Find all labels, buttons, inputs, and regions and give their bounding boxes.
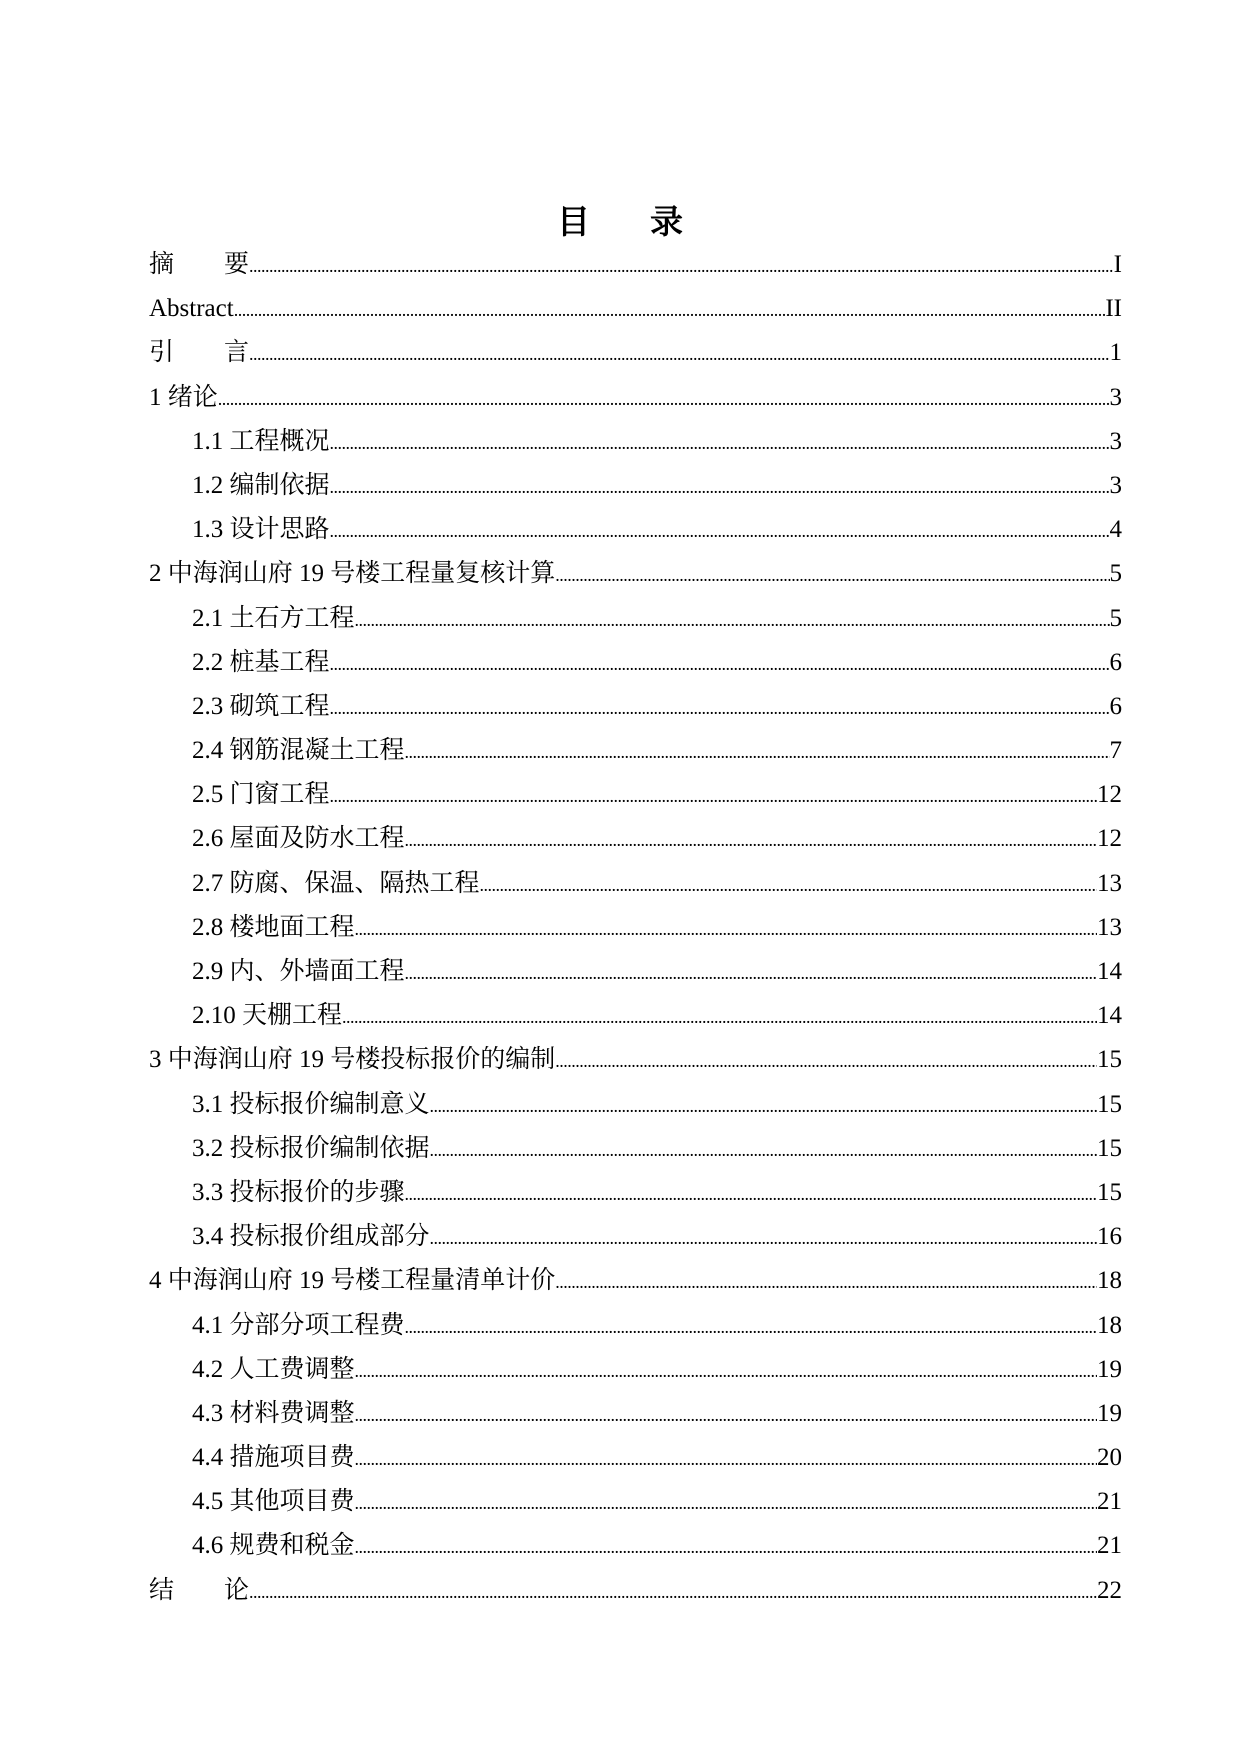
toc-entry-label: 1.2 编制依据 (192, 471, 330, 499)
toc-entry[interactable] (149, 1436, 1122, 1480)
toc-entry-label: 1.1 工程概况 (192, 427, 330, 455)
toc-entry-label: 2.9 内、外墙面工程 (192, 958, 405, 985)
toc-entry-page: 3 (1109, 383, 1122, 411)
toc-entry[interactable] (149, 773, 1122, 817)
dot-leader (405, 730, 1110, 773)
dot-leader (218, 377, 1110, 420)
title-char: 录 (650, 202, 683, 241)
toc-entry[interactable] (149, 552, 1122, 596)
toc-entry-page: 6 (1109, 692, 1122, 720)
toc-entry-label: 2.2 桩基工程 (192, 648, 330, 676)
dot-leader (342, 995, 1097, 1038)
toc-entry-page: 20 (1097, 1444, 1122, 1472)
dot-leader (355, 1437, 1097, 1480)
dot-leader (249, 244, 1114, 287)
dot-leader (555, 1260, 1097, 1303)
toc-entry-label: 3.1 投标报价编制意义 (192, 1090, 430, 1118)
toc-entry-page: 13 (1097, 869, 1122, 897)
toc-entry-label: 3.3 投标报价的步骤 (192, 1178, 405, 1206)
toc-entry-label: 2.5 门窗工程 (192, 781, 330, 809)
toc-entry-page: 4 (1109, 516, 1122, 544)
page-title (0, 196, 1240, 243)
toc-entry-label: 2.7 防腐、保温、隔热工程 (192, 869, 480, 897)
toc-entry-label: 4.1 分部分项工程费 (192, 1311, 405, 1339)
dot-leader (555, 553, 1109, 596)
dot-leader (355, 1525, 1097, 1568)
toc-entry-label: 1.3 设计思路 (192, 516, 330, 544)
toc-entry-label: 摘 要 (149, 251, 250, 278)
toc-entry-page: 18 (1097, 1267, 1122, 1295)
toc-entry[interactable] (149, 1304, 1122, 1348)
toc-entry-page: 6 (1109, 648, 1122, 676)
toc-entry-label: 2.3 砌筑工程 (192, 692, 330, 720)
toc-entry-label: 引 言 (149, 339, 250, 367)
toc-entry[interactable] (149, 508, 1122, 552)
dot-leader (330, 686, 1110, 729)
toc-entry[interactable] (149, 685, 1122, 729)
toc-entry-page: 15 (1097, 1046, 1122, 1074)
toc-entry[interactable] (149, 420, 1122, 464)
toc-entry-label: 4.5 其他项目费 (192, 1488, 355, 1516)
toc-entry-label: 4.2 人工费调整 (192, 1355, 355, 1383)
toc-entry-page: 3 (1109, 471, 1122, 499)
toc-entry-label: 2.8 楼地面工程 (192, 913, 355, 941)
toc-entry[interactable] (149, 862, 1122, 906)
toc-entry-page: 7 (1109, 737, 1122, 765)
toc-entry[interactable] (149, 1038, 1122, 1082)
dot-leader (355, 1481, 1097, 1524)
toc-entry-page: 5 (1109, 560, 1122, 588)
dot-leader (355, 1349, 1097, 1392)
toc-entry-label: 1 绪论 (149, 383, 218, 411)
toc-entry-page: 19 (1097, 1399, 1122, 1427)
toc-entry-label: 2.1 土石方工程 (192, 604, 355, 632)
toc-entry[interactable] (149, 287, 1122, 331)
toc-entry[interactable] (149, 1259, 1122, 1303)
toc-entry-page: 19 (1097, 1355, 1122, 1383)
toc-entry-page: 3 (1109, 427, 1122, 455)
dot-leader (430, 1084, 1097, 1127)
title-char: 目 (557, 202, 590, 241)
toc-entry[interactable] (149, 243, 1122, 287)
toc-entry[interactable] (149, 1392, 1122, 1436)
dot-leader (355, 598, 1110, 641)
toc-entry[interactable] (149, 994, 1122, 1038)
toc-entry-page: 15 (1097, 1090, 1122, 1118)
dot-leader (405, 1305, 1097, 1348)
toc-entry-page: 14 (1097, 958, 1122, 985)
toc-entry-page: 1 (1109, 339, 1122, 367)
dot-leader (480, 863, 1097, 906)
dot-leader (355, 907, 1097, 950)
toc-entry-page: I (1113, 251, 1122, 278)
toc-entry[interactable] (149, 729, 1122, 773)
dot-leader (330, 421, 1110, 464)
table-of-contents (149, 243, 1122, 1613)
toc-entry[interactable] (149, 376, 1122, 420)
dot-leader (330, 465, 1110, 508)
toc-entry[interactable] (149, 331, 1122, 375)
toc-entry-page: 12 (1097, 825, 1122, 853)
toc-entry-page: 5 (1109, 604, 1122, 632)
toc-entry-page: 16 (1097, 1223, 1122, 1251)
toc-entry-label: 4.6 规费和税金 (192, 1532, 355, 1560)
dot-leader (330, 774, 1097, 817)
toc-entry-label: 2 中海润山府 19 号楼工程量复核计算 (149, 560, 556, 588)
toc-entry[interactable] (149, 1524, 1122, 1568)
dot-leader (405, 951, 1097, 994)
toc-entry-label: 3.4 投标报价组成部分 (192, 1223, 430, 1251)
toc-entry-page: 22 (1097, 1576, 1122, 1604)
dot-leader (234, 288, 1106, 331)
toc-entry-page: 13 (1097, 913, 1122, 941)
toc-entry[interactable] (149, 641, 1122, 685)
toc-entry[interactable] (149, 464, 1122, 508)
toc-entry[interactable] (149, 1171, 1122, 1215)
dot-leader (330, 509, 1110, 552)
toc-entry-label: 4 中海润山府 19 号楼工程量清单计价 (149, 1267, 556, 1295)
toc-entry[interactable] (149, 1127, 1122, 1171)
toc-entry[interactable] (149, 1480, 1122, 1524)
toc-entry-label: 2.4 钢筋混凝土工程 (192, 737, 405, 765)
dot-leader (249, 1570, 1097, 1613)
toc-entry-label: 4.4 措施项目费 (192, 1444, 355, 1472)
dot-leader (405, 1172, 1097, 1215)
dot-leader (555, 1039, 1097, 1082)
toc-entry-page: 21 (1097, 1532, 1122, 1560)
dot-leader (355, 1393, 1097, 1436)
toc-entry-label: 2.10 天棚工程 (192, 1002, 343, 1030)
toc-entry-page: 21 (1097, 1488, 1122, 1516)
toc-entry-page: II (1105, 295, 1122, 323)
toc-entry[interactable] (149, 1215, 1122, 1259)
toc-entry-page: 15 (1097, 1134, 1122, 1162)
toc-entry-page: 15 (1097, 1178, 1122, 1206)
dot-leader (405, 818, 1097, 861)
toc-entry-label: Abstract (149, 295, 234, 323)
toc-entry[interactable] (149, 1083, 1122, 1127)
toc-entry-label: 3 中海润山府 19 号楼投标报价的编制 (149, 1046, 556, 1074)
dot-leader (249, 332, 1109, 375)
toc-entry[interactable] (149, 1348, 1122, 1392)
toc-entry[interactable] (149, 906, 1122, 950)
toc-entry-label: 4.3 材料费调整 (192, 1399, 355, 1427)
toc-entry[interactable] (149, 1569, 1122, 1613)
toc-entry-page: 14 (1097, 1002, 1122, 1030)
toc-entry[interactable] (149, 817, 1122, 861)
toc-entry-page: 12 (1097, 781, 1122, 809)
dot-leader (330, 642, 1110, 685)
toc-entry[interactable] (149, 950, 1122, 994)
toc-entry-label: 结 论 (149, 1576, 250, 1604)
toc-entry[interactable] (149, 597, 1122, 641)
toc-entry-label: 2.6 屋面及防水工程 (192, 825, 405, 853)
dot-leader (430, 1216, 1097, 1259)
dot-leader (430, 1128, 1097, 1171)
toc-entry-label: 3.2 投标报价编制依据 (192, 1134, 430, 1162)
toc-entry-page: 18 (1097, 1311, 1122, 1339)
